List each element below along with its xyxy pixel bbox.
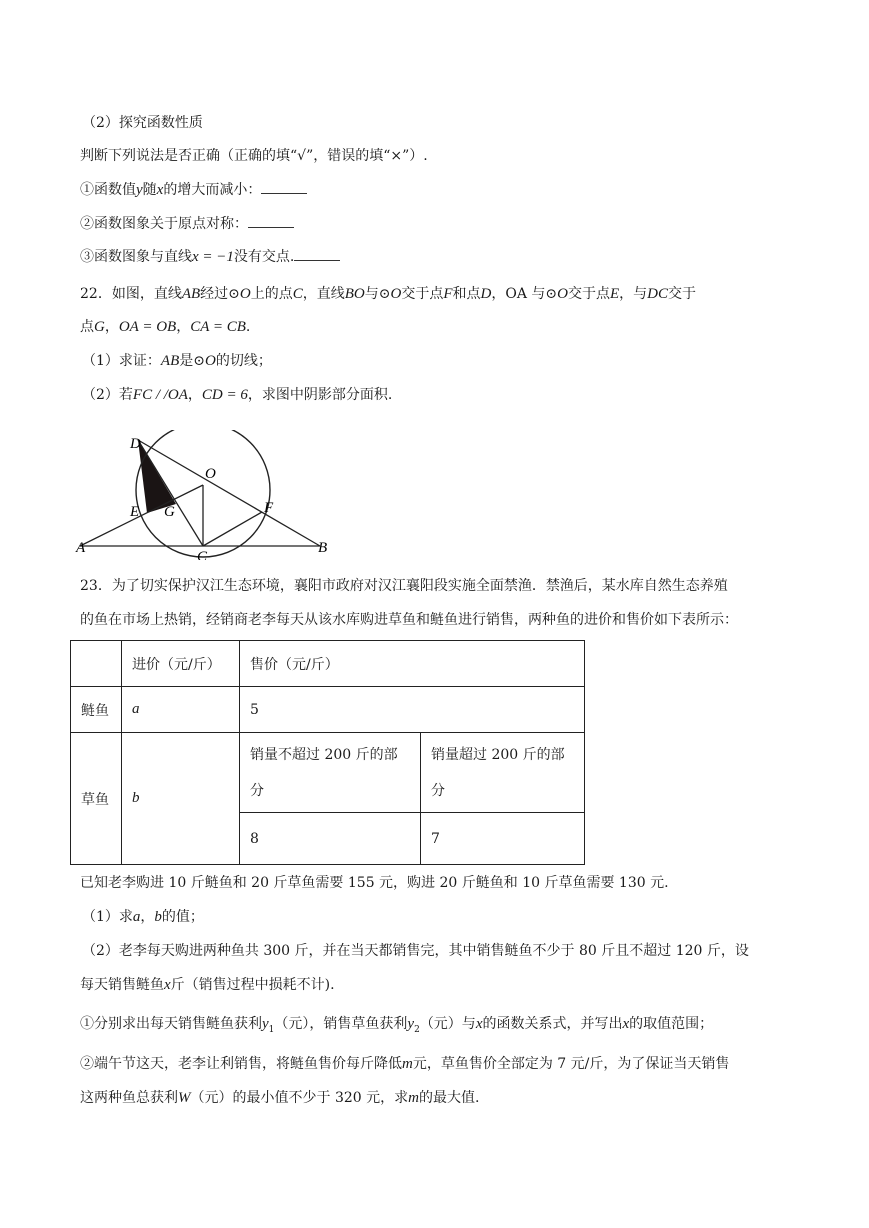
answer-blank-2[interactable] xyxy=(248,215,294,228)
t: . xyxy=(245,319,251,335)
s1-pre: ①函数值 xyxy=(80,182,136,198)
label-c: C xyxy=(197,549,208,560)
q23-subq2-line1 xyxy=(80,1054,729,1074)
m: m xyxy=(408,1090,419,1106)
table-header-row xyxy=(71,641,585,687)
m: 2 xyxy=(414,1024,420,1035)
label-e: E xyxy=(130,504,140,520)
price-table xyxy=(70,640,585,865)
t: 经过⊙ xyxy=(200,286,240,302)
t: （1）求 xyxy=(82,909,133,925)
t: ， xyxy=(104,319,119,335)
m: F xyxy=(443,286,453,302)
m: D xyxy=(480,286,492,302)
part2-instruction: 判断下列说法是否正确（正确的填“√”，错误的填“×”）. xyxy=(80,148,428,164)
table-header-sell: 售价（元/斤） xyxy=(240,641,585,687)
t: 的取值范围； xyxy=(629,1016,714,1032)
m: x xyxy=(475,1016,483,1032)
q22-part2 xyxy=(82,385,392,405)
statement-2 xyxy=(80,214,294,234)
m: a xyxy=(132,909,141,925)
t: （1）求证： xyxy=(82,353,161,369)
t: 交于 xyxy=(667,286,696,302)
t: 22．如图，直线 xyxy=(80,286,182,302)
t: 的最大值. xyxy=(418,1090,480,1106)
table-corner-cell xyxy=(71,641,122,687)
cell-sell-value-2: 7 xyxy=(421,813,585,865)
m: x xyxy=(164,977,171,993)
m: 1 xyxy=(268,1024,275,1035)
m: FC / /OA xyxy=(132,387,188,403)
t: ，求图中阴影部分面积. xyxy=(247,387,393,403)
t: ②端午节这天，老李让利销售，将鲢鱼售价每斤降低 xyxy=(80,1056,402,1072)
part2-heading: （2）探究函数性质 xyxy=(82,115,203,131)
t: （元），销售草鱼获利 xyxy=(274,1016,408,1032)
statement-1 xyxy=(80,180,307,200)
q22-line2 xyxy=(80,317,250,337)
t: 斤（销售过程中损耗不计). xyxy=(170,977,335,993)
m: CA = CB xyxy=(190,319,246,335)
answer-blank-3[interactable] xyxy=(294,248,340,261)
t: 交于点 xyxy=(567,286,610,302)
m: BO xyxy=(344,286,365,302)
t: 点 xyxy=(80,319,94,335)
t: 交于点 xyxy=(401,286,444,302)
m: G xyxy=(94,319,105,335)
label-g: G xyxy=(164,504,175,520)
cell-buy-price: a xyxy=(122,687,240,733)
label-f: F xyxy=(264,500,274,516)
line-cf xyxy=(203,512,262,546)
t: 的函数关系式，并写出 xyxy=(482,1016,623,1032)
cell-fish-name: 鲢鱼 xyxy=(71,687,122,733)
table-header-buy: 进价（元/斤） xyxy=(122,641,240,687)
m: x xyxy=(622,1016,630,1032)
q23-subq1 xyxy=(80,1014,713,1040)
q23-line1: 23．为了切实保护汉江生态环境，襄阳市政府对汉江襄阳段实施全面禁渔．禁渔后，某水库自然生态养殖 xyxy=(80,578,728,594)
q22-part1 xyxy=(82,351,272,371)
label-o: O xyxy=(205,466,216,482)
cell-sell-value-1: 8 xyxy=(240,813,421,865)
m: CD = 6 xyxy=(201,387,248,403)
label-a: A xyxy=(76,540,86,556)
t: 每天销售鲢鱼 xyxy=(80,977,164,993)
geometry-figure xyxy=(72,430,342,560)
t: 元，草鱼售价全部定为 7 元/斤，为了保证当天销售 xyxy=(412,1056,730,1072)
table-row-grass-carp xyxy=(71,733,585,813)
t: ， xyxy=(176,319,191,335)
q23-known: 已知老李购进 10 斤鲢鱼和 20 斤草鱼需要 155 元，购进 20 斤鲢鱼和 10 斤草鱼需要 130 元. xyxy=(80,875,669,891)
t: 销量超过 200 斤的部 xyxy=(431,746,565,763)
s1-post: 的增大而减小： xyxy=(163,182,262,198)
cell-fish-name: 草鱼 xyxy=(71,733,122,865)
t: ，与 xyxy=(619,286,648,302)
s1-x: x xyxy=(156,182,164,198)
t: 与⊙ xyxy=(364,286,391,302)
m: C xyxy=(292,286,303,302)
s3-pre: ③函数图象与直线 xyxy=(80,249,192,265)
t: 的值； xyxy=(161,909,204,925)
table-row-silver-carp xyxy=(71,687,585,733)
q23-part2-line1: （2）老李每天购进两种鱼共 300 斤，并在当天都销售完，其中销售鲢鱼不少于 80 斤且不超过 120 斤，设 xyxy=(82,943,749,959)
m: y xyxy=(407,1016,415,1032)
m: E xyxy=(609,286,620,302)
t: 这两种鱼总获利 xyxy=(80,1090,178,1106)
m: m xyxy=(402,1056,413,1072)
q23-part1 xyxy=(82,907,204,927)
m: AB xyxy=(160,353,180,369)
t: （元）的最小值不少于 320 元，求 xyxy=(190,1090,409,1106)
s1-mid: 随 xyxy=(142,182,157,198)
t: （2）若 xyxy=(82,387,133,403)
cell-buy-price: b xyxy=(122,733,240,865)
q22-line1 xyxy=(80,284,696,304)
t: （元）与 xyxy=(419,1016,476,1032)
m: OA = OB xyxy=(118,319,177,335)
t: 的切线； xyxy=(215,353,272,369)
s3-math: x = −1 xyxy=(192,249,234,265)
m: O xyxy=(390,286,402,302)
t: ， xyxy=(187,387,202,403)
q23-part2-line2 xyxy=(80,975,335,995)
label-d: D xyxy=(130,436,141,452)
t: ， xyxy=(140,909,155,925)
m: O xyxy=(204,353,216,369)
m: O xyxy=(239,286,251,302)
cell-sell-price: 5 xyxy=(240,687,585,733)
s3-post: 没有交点. xyxy=(233,249,295,265)
m: DC xyxy=(647,286,668,302)
t: 分 xyxy=(431,782,445,799)
t: 和点 xyxy=(452,286,481,302)
statement-3 xyxy=(80,247,340,267)
s2-text: ②函数图象关于原点对称： xyxy=(80,216,248,232)
t: ，直线 xyxy=(302,286,345,302)
t: ，OA 与⊙ xyxy=(491,286,558,302)
cell-sub-header-2 xyxy=(421,733,585,813)
cell-sub-header-1 xyxy=(240,733,421,813)
m: W xyxy=(178,1090,191,1106)
t: ①分别求出每天销售鲢鱼获利 xyxy=(80,1016,262,1032)
m: AB xyxy=(181,286,201,302)
t: 是⊙ xyxy=(179,353,205,369)
t: 分 xyxy=(250,782,264,799)
t: 上的点 xyxy=(250,286,293,302)
m: y xyxy=(262,1016,269,1032)
m: b xyxy=(154,909,162,925)
q23-subq2-line2 xyxy=(80,1088,479,1108)
t: 销量不超过 200 斤的部 xyxy=(250,746,398,763)
label-b: B xyxy=(318,540,328,556)
q23-line2: 的鱼在市场上热销，经销商老李每天从该水库购进草鱼和鲢鱼进行销售，两种鱼的进价和售价如下表所示： xyxy=(80,612,738,628)
m: O xyxy=(557,286,568,302)
answer-blank-1[interactable] xyxy=(261,181,307,194)
s1-y: y xyxy=(136,182,143,198)
